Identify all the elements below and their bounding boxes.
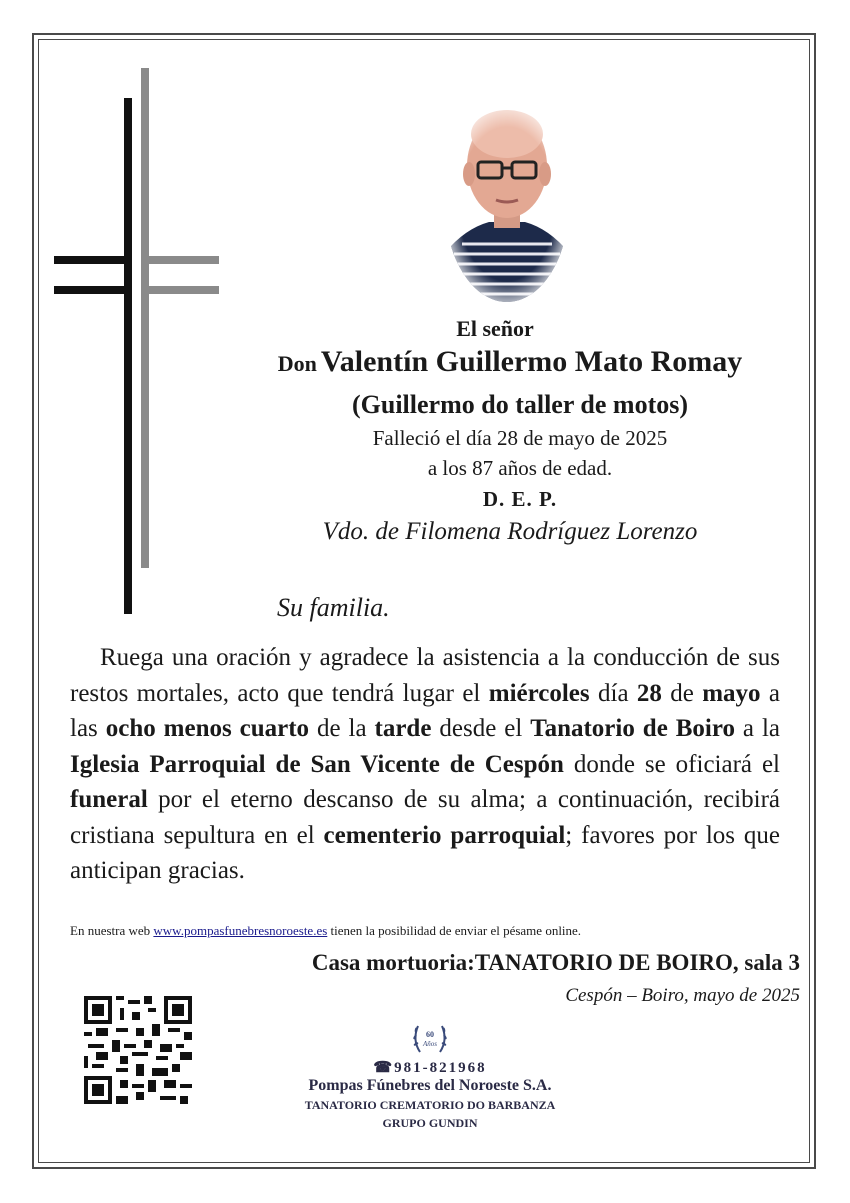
place-date: Cespón – Boiro, mayo de 2025 (565, 985, 800, 1006)
phone-number: 981-821968 (394, 1060, 487, 1076)
web-notice: En nuestra web www.pompasfunebresnoroeste.es tienen la posibilidad de enviar el pésame online. (70, 923, 582, 938)
phone-line (300, 1058, 560, 1077)
qr-code[interactable] (84, 996, 192, 1104)
death-date: Falleció el día 28 de mayo de 2025 (372, 426, 668, 450)
laurel-badge (410, 1018, 450, 1058)
widow-line: Vdo. de Filomena Rodríguez Lorenzo (322, 518, 698, 545)
funeral-announcement: Ruega una oración y agradece la asistencia a la conducción de sus restos mortales, acto que tendrá lugar el miércoles día 28 de mayo a las ocho menos cuarto de la tarde desde el Tanatorio de Boiro a la Iglesia Parroquial de San Vicente de Cespón donde se oficiará el funeral por el eterno descanso de su alma; a continuación, recibirá cristiana sepultura en el cementerio parroquial; favores por los que anticipan gracias. (70, 644, 781, 884)
mortuary-info: Casa mortuoria:TANATORIO DE BOIRO, sala 3 (311, 950, 800, 975)
badge-number: 60 (426, 1030, 434, 1039)
phone-icon: ☎ (373, 1060, 395, 1076)
deceased-name-line (200, 345, 820, 379)
nickname: (Guillermo do taller de motos) (351, 390, 689, 419)
family-heading: Su familia. (277, 593, 390, 622)
group-name: GRUPO GUNDIN (382, 1116, 478, 1130)
deceased-name: Valentín Guillermo Mato Romay (320, 345, 743, 378)
company-name: Pompas Fúnebres del Noroeste S.A. (308, 1077, 552, 1094)
age-line: a los 87 años de edad. (427, 456, 613, 480)
deceased-portrait (444, 104, 570, 304)
badge-word: Años (423, 1040, 437, 1048)
rip-text: D. E. P. (482, 487, 558, 511)
website-link[interactable]: www.pompasfunebresnoroeste.es (153, 923, 328, 938)
intro-text: El señor (456, 316, 534, 341)
crematorio-name: TANATORIO CREMATORIO DO BARBANZA (304, 1098, 556, 1112)
name-prefix: Don (277, 351, 317, 376)
